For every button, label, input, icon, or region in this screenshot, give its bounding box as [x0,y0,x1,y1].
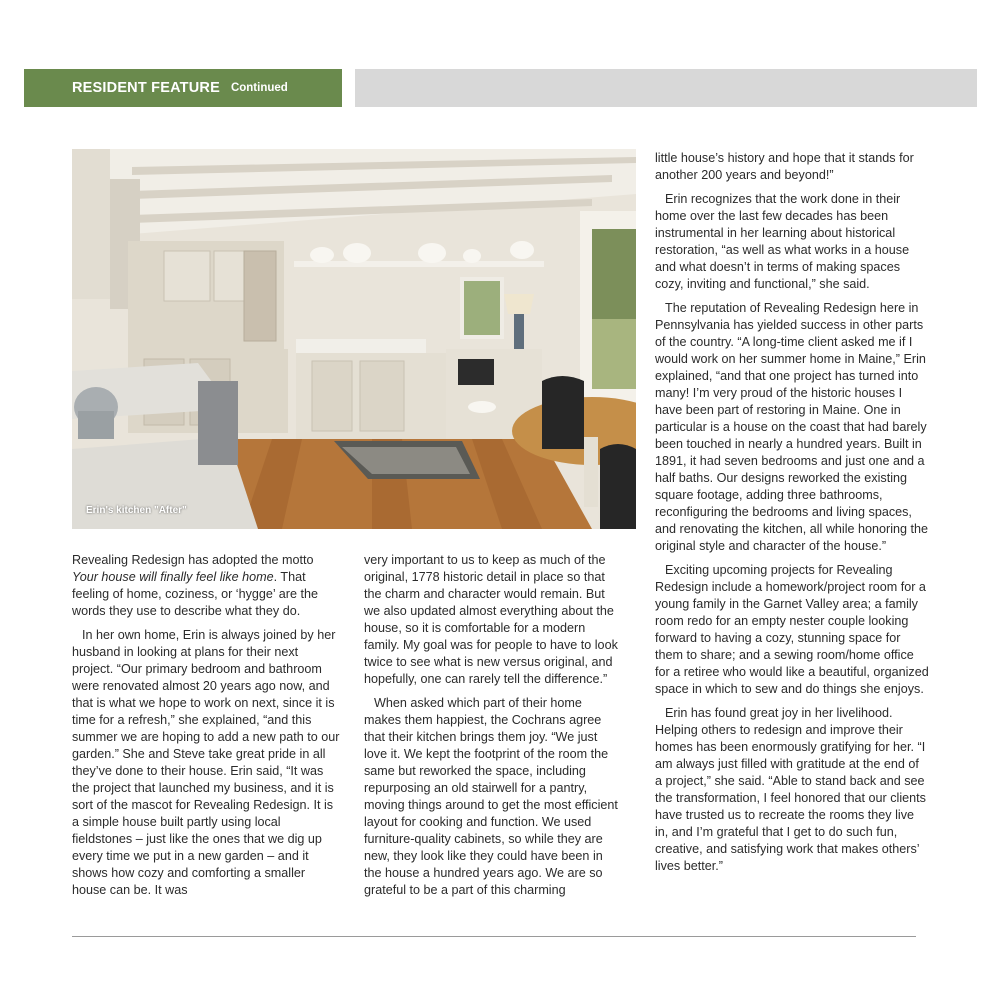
article-column-1 [72,552,340,906]
bottom-divider [72,936,916,937]
photo-caption: Erin's kitchen "After" [86,505,187,516]
paragraph: Erin has found great joy in her livelihood. Helping others to redesign and improve their homes has been enormously gratifying for her. “I am always just filled with gratitude at the end of a project,” she said. “Able to stand back and see the transformation, I feel honored that our clients have trusted us to recreate the rooms they live in, and I’m grateful that I get to do such fun, creative, and satisfying work that makes others’ lives better.” [655,706,926,873]
section-subtitle: Continued [230,82,288,94]
section-header-tag [24,69,342,107]
paragraph-text: . That feeling of home, coziness, or ‘hygge’ are the words they use to describe what they do. [72,570,318,618]
paragraph: The reputation of Revealing Redesign here in Pennsylvania has yielded success in other parts of the country. “A long-time client asked me if I would work on her summer home in Maine,” Erin explained, “and that one project has turned into many! I’m very proud of the historic houses I have been part of restoring in Maine. One in particular is a house on the coast that had barely been touched in nearly a hundred years. Built in 1891, it had seven bedrooms and just one and a half baths. Our designs reworked the existing square footage, adding three bathrooms, reconfiguring the bedrooms and living spaces, and renovating the kitchen, all while honoring the original style and character of the house.” [655,301,929,553]
kitchen-illustration [72,149,636,529]
paragraph: Exciting upcoming projects for Revealing Redesign include a homework/project room for a young family in the Garnet Valley area; a family room redo for an empty nester couple looking forward to having a cozy, stunning space for them to share; and a sewing room/home office for a retiree who would like a beautiful, organized space in which to sew and do things she enjoys. [655,563,929,696]
paragraph-text: Revealing Redesign has adopted the motto [72,553,314,567]
paragraph: very important to us to keep as much of the original, 1778 historic detail in place so that the charm and character would remain. But we also updated almost everything about the house, so it is comfortable for a modern family. My goal was for people to have to look twice to see what is new versus original, and hopefully, one can rarely tell the difference.” [364,553,618,686]
article-column-2 [364,552,622,906]
paragraph [72,552,340,620]
paragraph: Erin recognizes that the work done in their home over the last few decades has been instrumental in her learning about historical restoration, “as well as what works in a house and what doesn’t in terms of making spaces cozy, inviting and functional,” she said. [655,192,910,291]
paragraph: In her own home, Erin is always joined by her husband in looking at plans for their next project. “Our primary bedroom and bathroom were renovated almost 20 years ago now, and that is what we hope to work on next, since it is time for a refresh,” she explained, “and this summer we are hoping to add a new path to our garden.” She and Steve take great pride in all they’ve done to their house. Erin said, “It was the project that launched my business, and it is sort of the mascot for Revealing Redesign. It is a simple house built partly using local fieldstones – just like the ones that we dig up every time we put in a new garden – and it shows how cozy and comforting a smaller house can be. It was [72,628,340,897]
paragraph: When asked which part of their home makes them happiest, the Cochrans agree that their kitchen brings them joy. “We just love it. We kept the footprint of the room the same but reworked the space, including repurposing an old stairwell for a pantry, moving things around to get the most efficient layout for cooking and function. We used furniture-quality cabinets, so while they are new, they look like they could have been in the house a hundred years ago. We are so grateful to be a part of this charming [364,696,618,897]
header-bar [355,69,977,107]
section-title: RESIDENT FEATURE [72,80,220,96]
motto-text: Your house will finally feel like home [72,570,274,584]
kitchen-photo [72,149,636,529]
paragraph: little house’s history and hope that it stands for another 200 years and beyond!” [655,151,914,182]
article-column-3 [655,150,929,882]
